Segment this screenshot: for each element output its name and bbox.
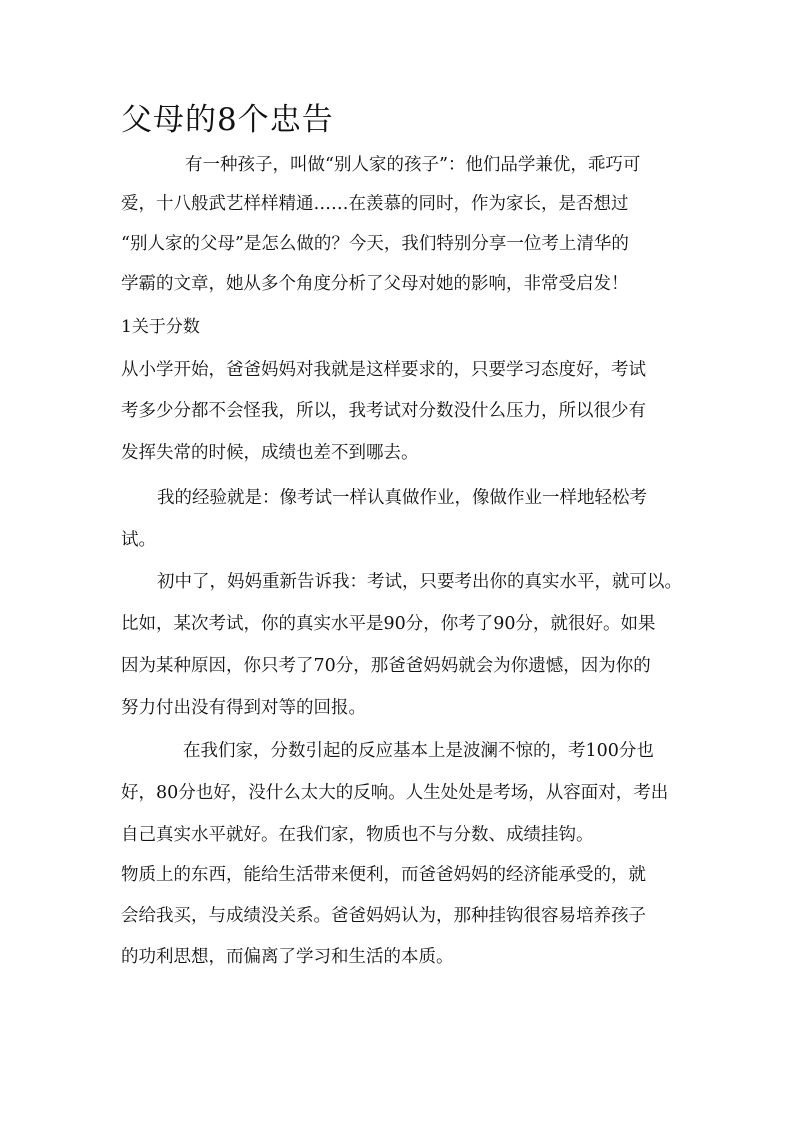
- paragraph-line: 考多少分都不会怪我，所以，我考试对分数没什么压力，所以很少有: [121, 401, 646, 421]
- paragraph-line: 初中了，妈妈重新告诉我：考试，只要考出你的真实水平，就可以。: [157, 572, 682, 592]
- intro-line-3: “别人家的父母”是怎么做的？今天，我们特别分享一位考上清华的: [121, 234, 629, 254]
- paragraph-line: 从小学开始，爸爸妈妈对我就是这样要求的，只要学习态度好，考试: [121, 360, 646, 380]
- paragraph-line: 在我们家，分数引起的反应基本上是波澜不惊的，考100分也: [183, 741, 654, 761]
- intro-line-4: 学霸的文章，她从多个角度分析了父母对她的影响，非常受启发！: [121, 274, 629, 294]
- paragraph-line: 因为某种原因，你只考了70分，那爸爸妈妈就会为你遗憾，因为你的: [121, 656, 651, 676]
- paragraph-line: 试。: [121, 530, 156, 550]
- paragraph-line: 好，80分也好，没什么太大的反响。人生处处是考场，从容面对，考出: [121, 783, 669, 803]
- paragraph-line: 发挥失常的时候，成绩也差不到哪去。: [121, 443, 419, 463]
- paragraph-line: 物质上的东西，能给生活带来便利，而爸爸妈妈的经济能承受的，就: [121, 865, 646, 885]
- paragraph-line: 会给我买，与成绩没关系。爸爸妈妈认为，那种挂钩很容易培养孩子: [121, 906, 646, 926]
- document-title: 父母的8个忠告: [121, 102, 334, 138]
- intro-line-1: 有一种孩子，叫做“别人家的孩子”：他们品学兼优，乖巧可: [185, 155, 641, 175]
- paragraph-line: 我的经验就是：像考试一样认真做作业，像做作业一样地轻松考: [157, 488, 647, 508]
- intro-line-2: 爱，十八般武艺样样精通……在羡慕的同时，作为家长，是否想过: [121, 194, 629, 214]
- paragraph-line: 自己真实水平就好。在我们家，物质也不与分数、成绩挂钩。: [121, 825, 594, 845]
- paragraph-line: 比如，某次考试，你的真实水平是90分，你考了90分，就很好。如果: [121, 614, 656, 634]
- paragraph-line: 努力付出没有得到对等的回报。: [121, 698, 366, 718]
- section-heading: 1关于分数: [121, 317, 200, 337]
- paragraph-line: 的功利思想，而偏离了学习和生活的本质。: [121, 947, 454, 967]
